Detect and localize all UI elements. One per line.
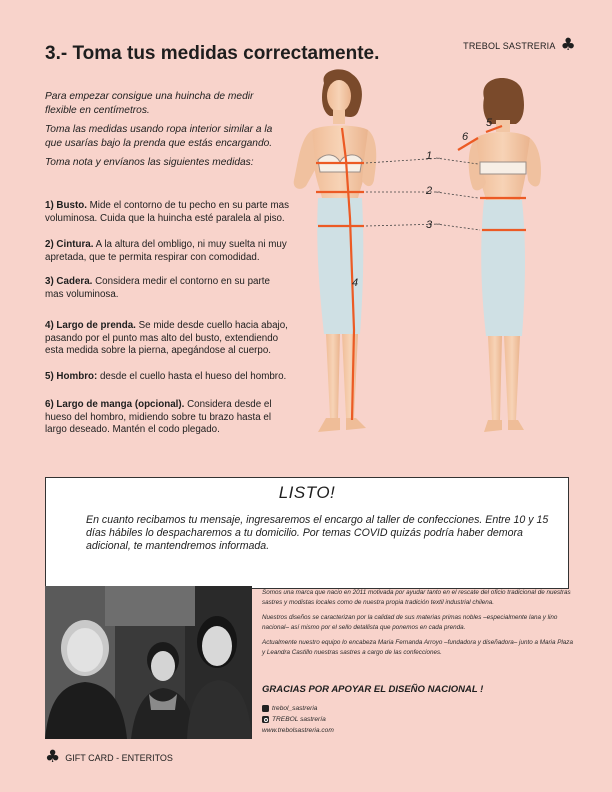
step-label: 1) Busto. [45, 200, 87, 211]
about-text [262, 588, 577, 663]
footer-label: GIFT CARD - ENTERITOS [65, 752, 173, 763]
step-label: 2) Cintura. [45, 239, 94, 250]
step-label: 6) Largo de manga (opcional). [45, 399, 185, 410]
instagram-handle: TREBOL sastrería [272, 716, 326, 723]
step-largo-prenda [45, 320, 290, 358]
step-text: Considera medir el contorno en su parte mas voluminosa. [45, 276, 270, 300]
step-text: desde el cuello hasta el hueso del hombro. [97, 371, 287, 382]
measure-label-3: 3 [426, 219, 433, 231]
about-paragraph: Somos una marca que nacio en 2011 motivada por ayudar tanto en el rescate del oficio tradicional de nuestras sastres y modistas locales como de nuestra propia tradición textil industrial chilena. [262, 589, 571, 606]
club-icon: ♣ [560, 35, 576, 55]
facebook-icon [262, 705, 269, 712]
facebook-handle: trebol_sastreria [272, 705, 318, 712]
social-links [262, 703, 334, 736]
front-figure [294, 69, 377, 432]
listo-title: LISTO! [278, 483, 336, 502]
step-label: 5) Hombro: [45, 371, 98, 382]
measure-label-5: 5 [486, 117, 493, 129]
instagram-link[interactable] [262, 714, 334, 725]
brand [463, 37, 576, 54]
measurement-figures [272, 68, 572, 460]
intro-text [45, 90, 285, 176]
club-icon: ♣ [45, 747, 61, 767]
measure-label-1: 1 [426, 150, 433, 162]
website-url: www.trebolsastreria.com [262, 727, 334, 734]
step-text: A la altura del ombligo, ni muy suelta ni muy apretada, que te permita respirar con comodidad. [45, 239, 287, 263]
listo-box [45, 477, 569, 589]
step-text: Considera desde el hueso del hombro, midiendo sobre tu brazo hasta el largo deseado. Mantén el codo plegado. [45, 399, 272, 436]
intro-paragraph: Toma las medidas usando ropa interior similar a la que usarías bajo la prenda que estás encargando. [45, 124, 273, 149]
measure-label-2: 2 [426, 185, 433, 197]
team-photo [45, 586, 252, 739]
thanks-heading: GRACIAS POR APOYAR EL DISEÑO NACIONAL ! [262, 684, 484, 695]
step-text: Mide el contorno de tu pecho en su parte mas voluminosa. Cuida que la huincha esté paralela al piso. [45, 200, 289, 224]
intro-paragraph: Toma nota y envíanos las siguientes medidas: [45, 157, 254, 168]
step-label: 3) Cadera. [45, 276, 93, 287]
step-text: Se mide desde cuello hacia abajo, pasando por el punto mas alto del busto, extendiendo esta medida sobre la pierna, apegándose al cuerpo. [45, 320, 288, 357]
intro-paragraph: Para empezar consigue una huincha de medir flexible en centímetros. [45, 91, 254, 116]
listo-body: En cuanto recibamos tu mensaje, ingresaremos el encargo al taller de confecciones. Entre 10 y 15 días hábiles lo despacharemos a tu domicilio. Por temas COVID quizás podría haber demora adicional, te mantendremos informada. [86, 514, 549, 552]
step-busto [45, 200, 290, 225]
about-paragraph: Actualmente nuestro equipo lo encabeza Maria Fernanda Arroyo –fundadora y diseñadora– junto a Maria Plaza y Leandra Castillo nuestras sastres a cargo de las confecciones. [262, 639, 573, 656]
footer [45, 749, 173, 766]
step-label: 4) Largo de prenda. [45, 320, 136, 331]
step-largo-manga [45, 399, 290, 437]
step-hombro [45, 371, 290, 384]
back-figure [458, 78, 541, 432]
measure-label-6: 6 [462, 131, 469, 143]
brand-name: TREBOL SASTRERIA [463, 40, 556, 51]
step-cintura [45, 239, 290, 264]
facebook-link[interactable] [262, 703, 334, 714]
website-link[interactable] [262, 725, 334, 736]
measure-label-4: 4 [352, 277, 359, 289]
page-title: 3.- Toma tus medidas correctamente. [45, 43, 380, 64]
instagram-icon [262, 716, 269, 723]
about-paragraph: Nuestros diseños se caracterizan por la calidad de sus materias primas nobles –especialmente lana y lino nacional– así mismo por el sello detallista que ponemos en cada prenda. [262, 614, 558, 631]
step-cadera [45, 276, 290, 301]
